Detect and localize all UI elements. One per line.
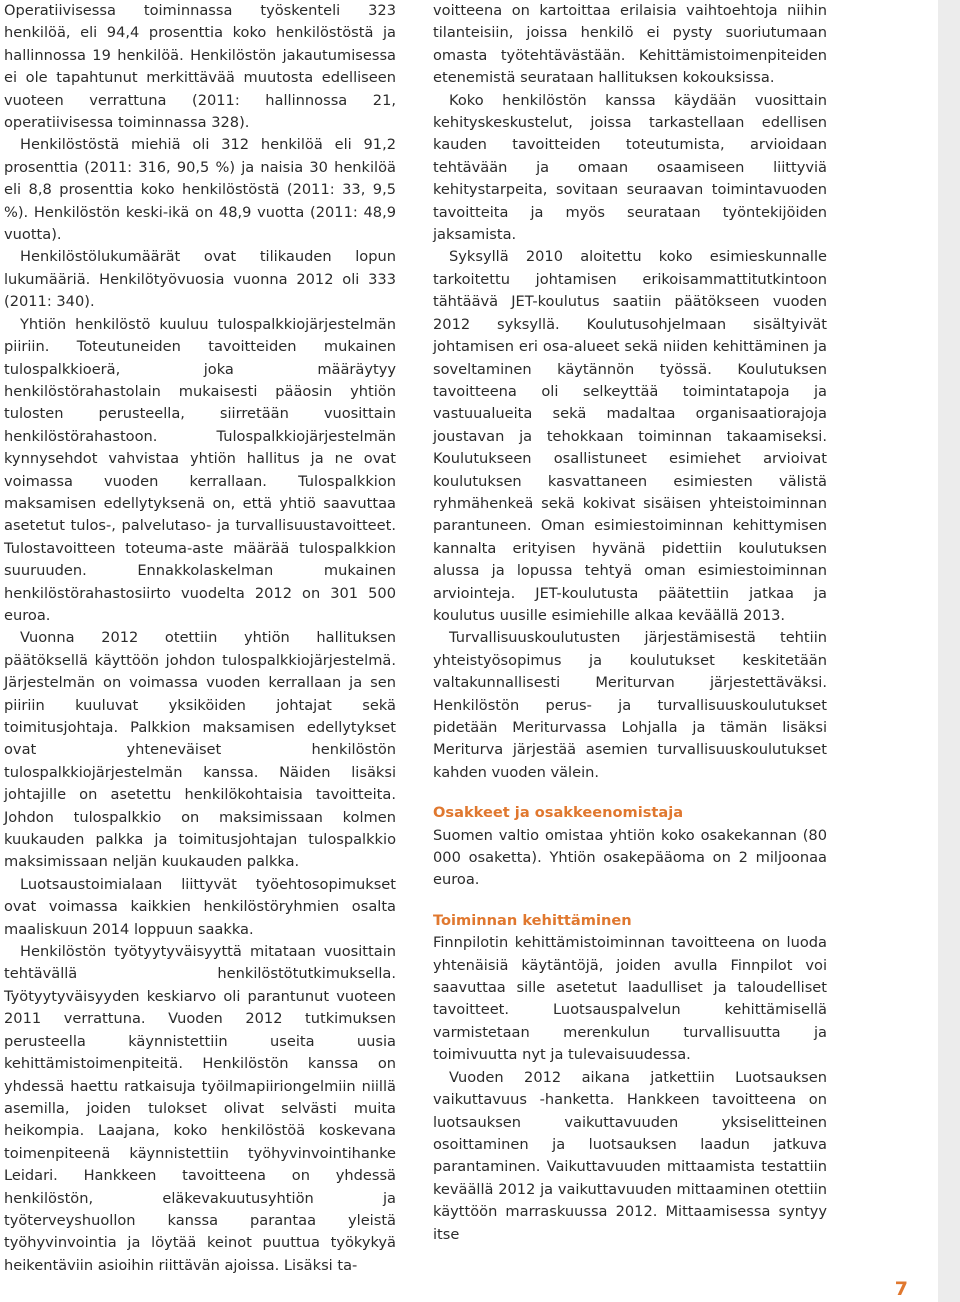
- body-paragraph: Henkilöstölukumäärät ovat tilikauden lopun lukumääriä. Henkilötyövuosia vuonna 2012 oli 333 (2011: 340).: [4, 248, 396, 311]
- body-paragraph: Yhtiön henkilöstö kuuluu tulospalkkiojärjestelmän piiriin. Toteutuneiden tavoitteiden mukainen tulospalkkioerä, joka määräytyy henkilöstörahastolain mukaisesti pääosin yhtiön tulosten perusteella, siirretään vuosittain henkilöstörahastoon. Tulospalkkiojärjestelmän kynnysehdot vahvistaa yhtiön hallitus ja ne ovat voimassa vuoden kerrallaan. Tulospalkkion maksamisen edellytyksenä on, että yhtiö saavuttaa asetetut tulos-, palvelutaso- ja turvallisuustavoitteet. Tulostavoitteen toteuma-aste määrää tulospalkkion suuruuden. Ennakkolaskelman mukainen henkilöstörahastosiirto vuodelta 2012 on 301 500 euroa.: [4, 315, 396, 624]
- body-paragraph: Henkilöstön työtyytyväisyyttä mitataan vuosittain tehtävällä henkilöstötutkimuksella. Työtyytyväisyyden keskiarvo oli parantunut vuoteen 2011 verrattuna. Vuoden 2012 tutkimuksen perusteella käynnistettiin useita uusia kehittämistoimenpiteitä. Henkilöstön kanssa on yhdessä haettu ratkaisuja työilmapiiriongelmiin niillä asemilla, joiden tulokset olivat selvästi muita heikompia. Laajana, koko henkilöstöä koskevana toimenpiteenä käynnistettiin työhyvinvointihanke Leidari. Hankkeen tavoitteena on yhdessä henkilöstön, eläkevakuutusyhtiön ja työterveyshuollon kanssa parantaa yleistä työhyvinvointia ja löytää keinot puuttua työkykyä heikentäviin asioihin riittävän ajoissa. Lisäksi ta-: [4, 943, 396, 1274]
- body-paragraph: Suomen valtio omistaa yhtiön koko osakekannan (80 000 osaketta). Yhtiön osakepääoma on 2 miljoonaa euroa.: [433, 826, 827, 889]
- body-paragraph: Finnpilotin kehittämistoiminnan tavoitteena on luoda yhtenäisiä käytäntöjä, joiden avulla Finnpilot voi saavuttaa sille asetetut laadulliset ja taloudelliset tavoitteet. Luotsauspalvelun kehittämisellä varmistetaan merenkulun turvallisuutta ja toimivuutta nyt ja tulevaisuudessa.: [433, 934, 827, 1064]
- section-heading-shares: Osakkeet ja osakkeenomistaja: [433, 804, 684, 822]
- body-paragraph: Vuonna 2012 otettiin yhtiön hallituksen päätöksellä käyttöön johdon tulospalkkiojärjestelmä. Järjestelmän on voimassa vuoden kerrallaan ja sen piiriin kuuluvat yksiköiden johtajat sekä toimitusjohtaja. Palkkion maksamisen edellytykset ovat yhteneväiset henkilöstön tulospalkkiojärjestelmän kanssa. Näiden lisäksi johtajille on asetettu henkilökohtaisia tavoitteita. Johdon tulospalkkio on maksimissaan kolmen kuukauden palkka ja toimitusjohtajan tulospalkkio maksimissaan neljän kuukauden palkka.: [4, 629, 396, 871]
- body-paragraph: Henkilöstöstä miehiä oli 312 henkilöä eli 91,2 prosenttia (2011: 316, 90,5 %) ja naisia 30 henkilöä eli 8,8 prosenttia koko henkilöstöstä (2011: 33, 9,5 %). Henkilöstön keski-ikä on 48,9 vuotta (2011: 48,9 vuotta).: [4, 136, 396, 244]
- section-heading-development: Toiminnan kehittäminen: [433, 911, 632, 929]
- body-paragraph: Koko henkilöstön kanssa käydään vuosittain kehityskeskustelut, joissa tarkastellaan edellisen kauden tavoitteiden toteutumista, arvioidaan tehtävään ja omaan osaamiseen liittyviä kehitystarpeita, sovitaan seuraavan toimintavuoden tavoitteita ja myös seurataan työntekijöiden jaksamista.: [433, 91, 827, 244]
- body-paragraph: Syksyllä 2010 aloitettu koko esimieskunnalle tarkoitettu johtamisen erikoisammattitutkintoon tähtäävä JET-koulutus saatiin päätökseen vuoden 2012 syksyllä. Koulutusohjelmaan sisältyivät johtamisen eri osa-alueet sekä niiden kehittäminen ja soveltaminen käytännön työssä. Koulutuksen tavoitteena oli selkeyttää toimintatapoja ja vastuualueita sekä madaltaa organisaatiorajoja joustavan ja tehokkaan toiminnan takaamiseksi. Koulutukseen osallistuneet esimiehet arvioivat koulutuksen kasvattaneen esimiesten välistä ryhmähenkeä sekä kokivat sisäisen yhteistoiminnan parantuneen. Oman esimiestoiminnan kehittymisen kannalta erityisen hyvänä pidettiin koulutuksen alussa ja lopussa tehtyä oman esimiestoiminnan arviointeja. JET-koulutusta päätettiin jatkaa ja koulutus uusille esimiehille alkaa keväällä 2013.: [433, 248, 827, 624]
- body-paragraph: Vuoden 2012 aikana jatkettiin Luotsauksen vaikuttavuus -hanketta. Hankkeen tavoitteena on luotsauksen vaikuttavuuden yksiselitteinen osoittaminen ja luotsauksen laadun jatkuva parantaminen. Vaikuttavuuden mittaamista testattiin keväällä 2012 ja vaikuttavuuden mittaaminen otettiin käyttöön marraskuussa 2012. Mittaamisessa syntyy itse: [433, 1068, 827, 1243]
- body-paragraph: Luotsaustoimialaan liittyvät työehtosopimukset ovat voimassa kaikkien henkilöstöryhmien osalta maaliskuun 2014 loppuun saakka.: [4, 875, 396, 938]
- body-paragraph: Operatiivisessa toiminnassa työskenteli 323 henkilöä, eli 94,4 prosenttia koko henkilöstöstä ja hallinnossa 19 henkilöä. Henkilöstön jakautumisessa ei ole tapahtunut merkittävää muutosta edelliseen vuoteen verrattuna (2011: hallinnossa 21, operatiivisessa toiminnassa 328).: [4, 2, 396, 132]
- page-edge-bar: [938, 0, 960, 1302]
- body-paragraph: voitteena on kartoittaa erilaisia vaihtoehtoja niihin tilanteisiin, joissa henkilö ei pysty suoriutumaan omasta työtehtävästään. Kehittämistoimenpiteiden etenemistä seurataan hallituksen kokouksissa.: [433, 2, 827, 87]
- page-number: 7: [894, 1278, 908, 1300]
- body-paragraph: Turvallisuuskoulutusten järjestämisestä tehtiin yhteistyösopimus ja koulutukset keskitetään valtakunnallisesti Meriturvan järjestettäväksi. Henkilöstön perus- ja turvallisuuskoulutukset pidetään Meriturvassa Lohjalla ja tämän lisäksi Meriturva järjestää asemien turvallisuuskoulutukset kahden vuoden välein.: [433, 629, 827, 781]
- right-column: [433, 0, 827, 1246]
- left-column: [4, 0, 396, 1277]
